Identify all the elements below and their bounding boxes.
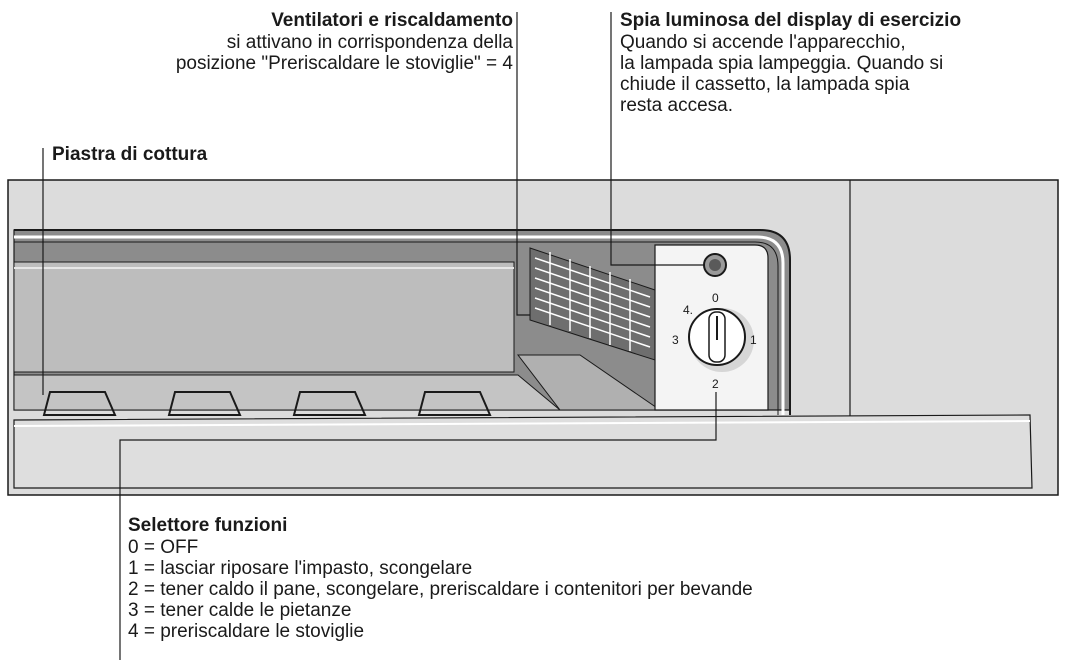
fan-heating-line: posizione "Preriscaldare le stoviglie" = 4 xyxy=(175,53,513,74)
dial-label-4: 4. xyxy=(683,303,694,317)
function-selector-option: 0 = OFF xyxy=(128,537,199,558)
dial-label-1: 1 xyxy=(750,333,757,347)
function-selector-option: 3 = tener calde le pietanze xyxy=(128,600,352,621)
indicator-light-line: Quando si accende l'apparecchio, xyxy=(620,32,906,53)
hotplate-title: Piastra di cottura xyxy=(52,144,208,165)
dial-label-2: 2 xyxy=(712,377,719,391)
indicator-light-line: chiude il cassetto, la lampada spia xyxy=(620,74,910,95)
indicator-light-line: la lampada spia lampeggia. Quando si xyxy=(620,53,944,74)
callout-function-selector xyxy=(128,515,753,642)
indicator-light-lens xyxy=(709,259,721,271)
fan-heating-line: si attivano in corrispondenza della xyxy=(226,32,513,53)
indicator-light-title: Spia luminosa del display di esercizio xyxy=(620,10,962,31)
fan-heating-title: Ventilatori e riscaldamento xyxy=(271,10,513,31)
callout-hotplate xyxy=(52,144,207,166)
glass-panel xyxy=(14,262,514,372)
function-selector-option: 1 = lasciar riposare l'impasto, scongelare xyxy=(128,558,473,579)
callout-fan-heating xyxy=(176,10,513,74)
function-selector-option: 4 = preriscaldare le stoviglie xyxy=(128,621,365,642)
function-selector-title: Selettore funzioni xyxy=(128,515,288,536)
dial-label-3: 3 xyxy=(672,333,679,347)
dial-label-0: 0 xyxy=(712,291,719,305)
indicator-light-line: resta accesa. xyxy=(620,95,733,116)
function-selector-option: 2 = tener caldo il pane, scongelare, preriscaldare i contenitori per bevande xyxy=(128,579,753,600)
callout-indicator-light xyxy=(620,10,961,116)
